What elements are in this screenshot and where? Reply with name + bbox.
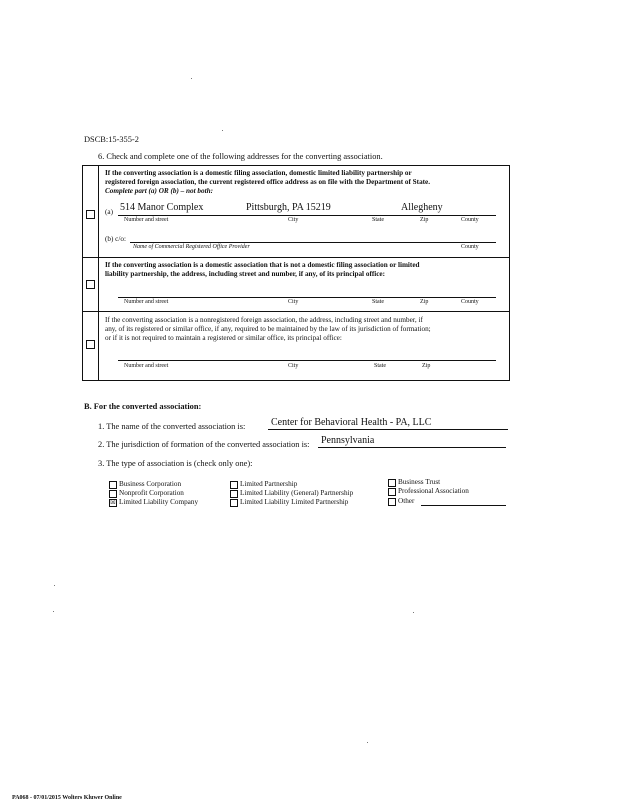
- option-c-address-line[interactable]: [118, 360, 496, 361]
- option-b-label-zip: Zip: [420, 299, 429, 305]
- option-a-city-state-zip-value[interactable]: Pittsburgh, PA 15219: [246, 202, 331, 213]
- option-b-label-state: State: [372, 299, 384, 305]
- type-business-corp-label: Business Corporation: [119, 480, 182, 488]
- option-a-label-number: Number and street: [124, 217, 169, 223]
- option-a-text-1: If the converting association is a domestic filing association, domestic limited liability partnership or: [105, 169, 412, 177]
- option-c-text-1: If the converting association is a nonregistered foreign association, the address, including street and number, if: [105, 316, 423, 324]
- option-a-county-value[interactable]: Allegheny: [401, 202, 443, 213]
- option-b-text-2: liability partnership, the address, including street and number, if any, of its principal office:: [105, 270, 386, 278]
- option-b-label-city: City: [288, 299, 299, 305]
- option-b-text-1: If the converting association is a domestic association that is not a domestic filing association or limited: [105, 261, 420, 269]
- option-c-label-number: Number and street: [124, 363, 169, 369]
- q2-underline: [318, 447, 506, 448]
- option-a-label-city: City: [288, 217, 299, 223]
- q2-label: 2. The jurisdiction of formation of the converted association is:: [98, 440, 310, 449]
- section-b-heading: B. For the converted association:: [84, 402, 202, 411]
- option-b-label-number: Number and street: [124, 299, 169, 305]
- type-lllp-checkbox[interactable]: [230, 499, 238, 507]
- type-llgp-label: Limited Liability (General) Partnership: [240, 489, 354, 497]
- other-underline[interactable]: [421, 505, 506, 506]
- checkbox-column-divider: [98, 165, 99, 380]
- option-c-text-2: any, of its registered or similar office, if any, required to be maintained by the law of its jurisdiction of formation;: [105, 325, 431, 333]
- type-other-label: Other: [398, 497, 415, 505]
- option-a-label-county: County: [461, 217, 479, 223]
- type-lp-checkbox[interactable]: [230, 481, 238, 489]
- type-other-checkbox[interactable]: [388, 498, 396, 506]
- q1-underline: [268, 429, 508, 430]
- type-nonprofit-label: Nonprofit Corporation: [119, 489, 184, 497]
- option-b-label-county: County: [461, 299, 479, 305]
- type-lllp-label: Limited Liability Limited Partnership: [240, 498, 349, 506]
- section-6-instruction: 6. Check and complete one of the following addresses for the converting association.: [98, 152, 383, 161]
- footer-text: PA068 - 07/01/2015 Wolters Kluwer Online: [12, 795, 122, 801]
- row-divider-1: [82, 257, 509, 258]
- q3-label: 3. The type of association is (check only one):: [98, 459, 253, 468]
- option-c-label-zip: Zip: [422, 363, 431, 369]
- scan-speck: [367, 742, 368, 743]
- provider-line[interactable]: [130, 242, 496, 243]
- option-a-prefix: (a): [105, 208, 113, 216]
- type-business-corp-checkbox[interactable]: [109, 481, 117, 489]
- type-nonprofit-checkbox[interactable]: [109, 490, 117, 498]
- q1-label: 1. The name of the converted association is:: [98, 422, 246, 431]
- option-b-address-line[interactable]: [118, 297, 496, 298]
- type-llgp-checkbox[interactable]: [230, 490, 238, 498]
- option-b-checkbox[interactable]: [86, 280, 95, 289]
- option-a-street-value[interactable]: 514 Manor Complex: [120, 202, 204, 213]
- scan-speck: [413, 612, 414, 613]
- type-llc-checkbox[interactable]: ☒: [110, 500, 116, 506]
- option-a-text-3: Complete part (a) OR (b) – not both:: [105, 187, 214, 195]
- scan-speck: [53, 611, 54, 612]
- scan-speck: [222, 130, 223, 131]
- row-divider-2: [82, 311, 509, 312]
- provider-label: Name of Commercial Registered Office Provider: [133, 244, 250, 250]
- type-business-trust-label: Business Trust: [398, 478, 441, 486]
- form-code: DSCB:15-355-2: [84, 135, 139, 144]
- type-professional-checkbox[interactable]: [388, 488, 396, 496]
- option-b-co-prefix: (b) c/o:: [105, 235, 126, 243]
- option-a-address-line: [118, 215, 496, 216]
- option-c-checkbox[interactable]: [86, 340, 95, 349]
- type-business-trust-checkbox[interactable]: [388, 479, 396, 487]
- provider-county-label: County: [461, 244, 479, 250]
- scan-speck: [54, 585, 55, 586]
- converted-name-value[interactable]: Center for Behavioral Health - PA, LLC: [271, 417, 432, 428]
- option-c-label-state: State: [374, 363, 386, 369]
- option-a-text-2: registered foreign association, the current registered office address as on file with the Department of State.: [105, 178, 431, 186]
- type-llc-label: Limited Liability Company: [119, 498, 199, 506]
- option-a-checkbox[interactable]: [86, 210, 95, 219]
- option-a-label-state: State: [372, 217, 384, 223]
- option-c-text-3: or if it is not required to maintain a registered or similar office, its principal office:: [105, 334, 342, 342]
- type-lp-label: Limited Partnership: [240, 480, 298, 488]
- option-a-label-zip: Zip: [420, 217, 429, 223]
- type-professional-label: Professional Association: [398, 487, 469, 495]
- jurisdiction-value[interactable]: Pennsylvania: [321, 435, 375, 446]
- scan-speck: [191, 78, 192, 79]
- option-c-label-city: City: [288, 363, 299, 369]
